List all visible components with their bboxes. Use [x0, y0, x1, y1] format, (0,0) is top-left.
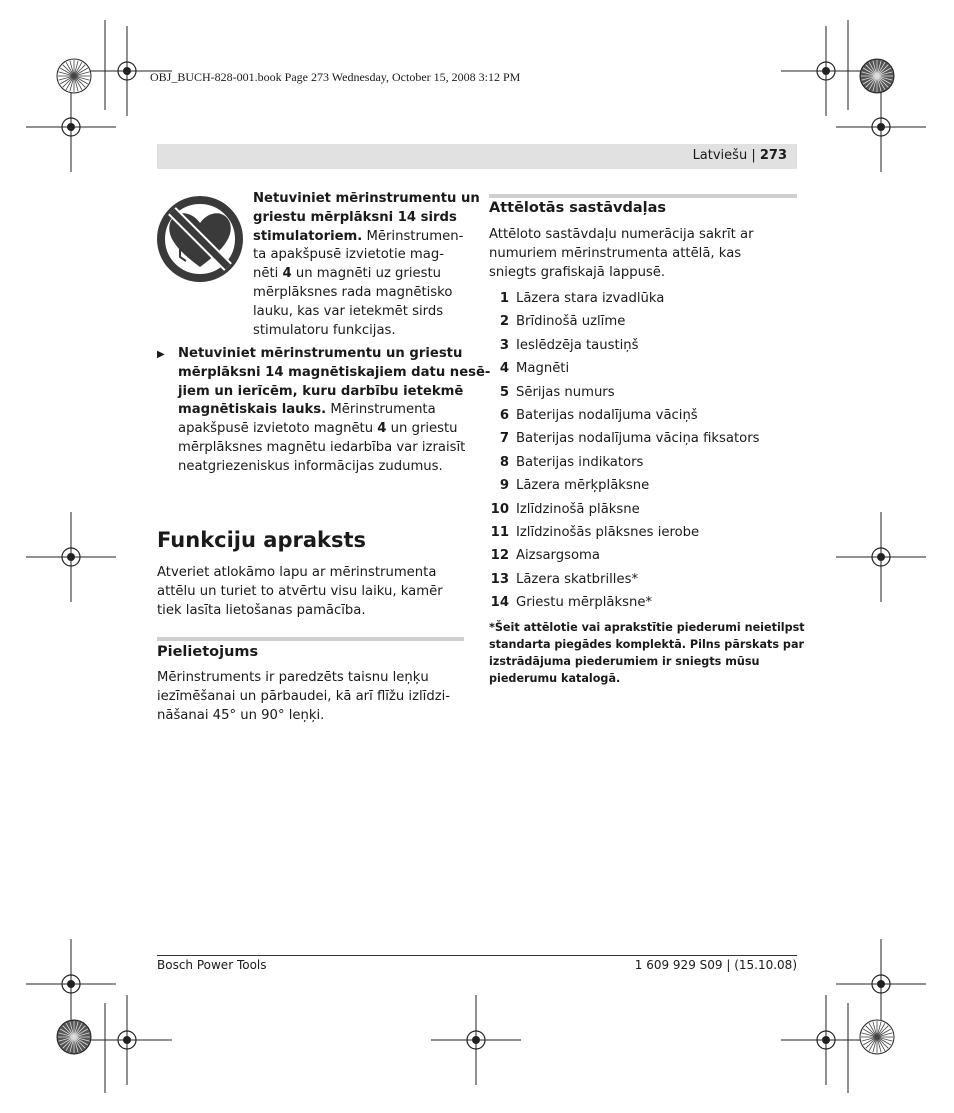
text: apakšpusē izvietoto magnētu [178, 421, 378, 437]
text-line [253, 303, 465, 322]
item-number: 5 [499, 384, 509, 400]
text-line [253, 246, 465, 265]
item-label: Lāzera stara izvadlūka [516, 291, 665, 306]
item-label: Baterijas nodalījuma vāciņa fiksators [516, 431, 760, 447]
item-label: Sērijas numurs [516, 384, 615, 400]
text-line [253, 228, 465, 247]
text-line [178, 439, 466, 458]
item-label: Brīdinošā uzlīme [516, 314, 626, 330]
text: ta apakšpusē izvietotie mag- [253, 247, 444, 263]
footer-rule [157, 955, 797, 956]
item-label: Lāzera mērķplāksne [516, 478, 650, 494]
text: lauku, kas var ietekmēt sirds [253, 303, 444, 319]
text: stimulatoru funkcijas. [253, 322, 396, 338]
section-rule [157, 637, 464, 641]
item-number: 3 [499, 337, 509, 353]
list-item [489, 360, 797, 383]
item-number: 9 [499, 478, 509, 494]
item-label: Baterijas nodalījuma vāciņš [516, 407, 698, 423]
text-line: standarta piegādes komplektā. Pilns pārskats par [489, 638, 805, 651]
header-separator: | [751, 148, 756, 163]
intro-paragraph [157, 564, 464, 620]
item-label: Griestu mērplāksne* [516, 595, 653, 611]
bullet-warning-text [178, 345, 491, 477]
item-number: 11 [490, 524, 509, 540]
text-line [178, 345, 466, 364]
text-line [253, 190, 480, 209]
bold-text: magnētiskais lauks. [178, 402, 327, 418]
triangle-bullet-icon: ▶ [157, 349, 165, 360]
text-line: Mērinstruments ir paredzēts taisnu leņķu [157, 670, 429, 685]
no-pacemaker-icon [156, 195, 244, 283]
item-label: Izlīdzinošā plāksne [516, 501, 640, 517]
item-number: 6 [499, 407, 509, 423]
text-line: tiek lasīta lietošanas pamācība. [157, 602, 366, 618]
item-number: 12 [490, 548, 509, 564]
page-header [693, 148, 787, 163]
text-line: nāšanai 45° un 90° leņķi. [157, 707, 325, 723]
text-line: numuriem mērinstrumenta attēlā, kas [489, 245, 742, 261]
item-label: Baterijas indikators [516, 454, 644, 470]
components-footnote [489, 619, 805, 687]
text-line: Attēloto sastāvdaļu numerācija sakrīt ar [489, 227, 754, 242]
bold-text: 4 [377, 421, 387, 437]
item-number: 2 [499, 314, 509, 330]
list-item [489, 430, 797, 453]
header-page-number: 273 [759, 148, 787, 163]
bold-text: Netuviniet mērinstrumentu un [253, 191, 480, 206]
item-number: 8 [499, 454, 509, 470]
text-line [178, 458, 466, 477]
list-item [489, 524, 797, 547]
item-label: Lāzera skatbrilles* [516, 571, 639, 587]
text-line [253, 284, 465, 303]
text-line [253, 265, 465, 284]
text-line: Atveriet atlokāmo lapu ar mērinstrumenta [157, 565, 437, 580]
list-item [489, 594, 797, 617]
text-line: izstrādājuma piederumiem ir sniegts mūsu [489, 655, 760, 668]
list-item [489, 454, 797, 477]
components-heading: Attēlotās sastāvdaļas [489, 200, 667, 216]
section-rule [489, 194, 797, 198]
bold-text: mērplāksni 14 magnētiskajiem datu nesē- [178, 364, 491, 380]
text: mērplāksnes magnētu iedarbība var izraisīt [178, 439, 466, 455]
text-line [253, 209, 465, 228]
list-item [489, 547, 797, 570]
text-line [178, 420, 466, 439]
text: un magnēti uz griestu [291, 266, 442, 282]
item-number: 13 [490, 571, 509, 587]
item-number: 14 [490, 595, 509, 611]
text-line: *Šeit attēlotie vai aprakstītie piederumi neietilpst [489, 621, 805, 634]
bold-text: stimulatoriem. [253, 228, 363, 244]
item-label: Magnēti [516, 361, 570, 377]
page-header-band [157, 144, 797, 169]
text-line [253, 322, 465, 341]
item-number: 4 [499, 361, 509, 377]
item-label: Ieslēdzēja taustiņš [516, 337, 639, 353]
text-line: piederumu katalogā. [489, 672, 621, 685]
components-intro [489, 226, 797, 282]
footer-code: 1 609 929 S09 | (15.10.08) [634, 958, 797, 972]
list-item [489, 571, 797, 594]
text: un griestu [386, 421, 458, 437]
text-line [178, 364, 491, 383]
text-line [178, 401, 466, 420]
header-language: Latviešu [692, 148, 748, 163]
footer-brand: Bosch Power Tools [157, 958, 267, 972]
list-item [489, 501, 797, 524]
bold-text: 4 [282, 266, 292, 282]
text: Mērinstrumenta [326, 402, 436, 418]
item-label: Aizsargsoma [516, 548, 600, 564]
warning-text [253, 190, 480, 340]
text: mērplāksnes rada magnētisko [253, 284, 453, 300]
text-line [178, 383, 466, 402]
usage-paragraph [157, 669, 464, 725]
text-line: sniegts grafiskajā lappusē. [489, 264, 666, 280]
item-number: 7 [499, 431, 509, 447]
print-info-line: OBJ_BUCH-828-001.book Page 273 Wednesday, October 15, 2008 3:12 PM [150, 70, 521, 84]
list-item [489, 477, 797, 500]
list-item [489, 337, 797, 360]
item-number: 10 [490, 501, 509, 517]
bold-text: jiem un ierīcēm, kuru darbību ietekmē [178, 383, 464, 399]
text: Mērinstrumen- [362, 228, 464, 244]
list-item [489, 384, 797, 407]
list-item [489, 313, 797, 336]
text: nēti [253, 266, 283, 282]
list-item [489, 407, 797, 430]
text-line: iezīmēšanai un pārbaudei, kā arī flīžu izlīdzi- [157, 688, 451, 704]
text: neatgriezeniskus informācijas zudumus. [178, 458, 443, 474]
bold-text: griestu mērplāksni 14 sirds [253, 209, 457, 225]
list-item [489, 290, 797, 313]
section-title: Funkciju apraksts [157, 528, 367, 552]
components-list [489, 290, 797, 617]
usage-heading: Pielietojums [157, 644, 259, 660]
item-number: 1 [499, 291, 509, 306]
bold-text: Netuviniet mērinstrumentu un griestu [178, 346, 463, 361]
item-label: Izlīdzinošās plāksnes ierobe [516, 524, 700, 540]
text-line: attēlu un turiet to atvērtu visu laiku, kamēr [157, 583, 443, 599]
